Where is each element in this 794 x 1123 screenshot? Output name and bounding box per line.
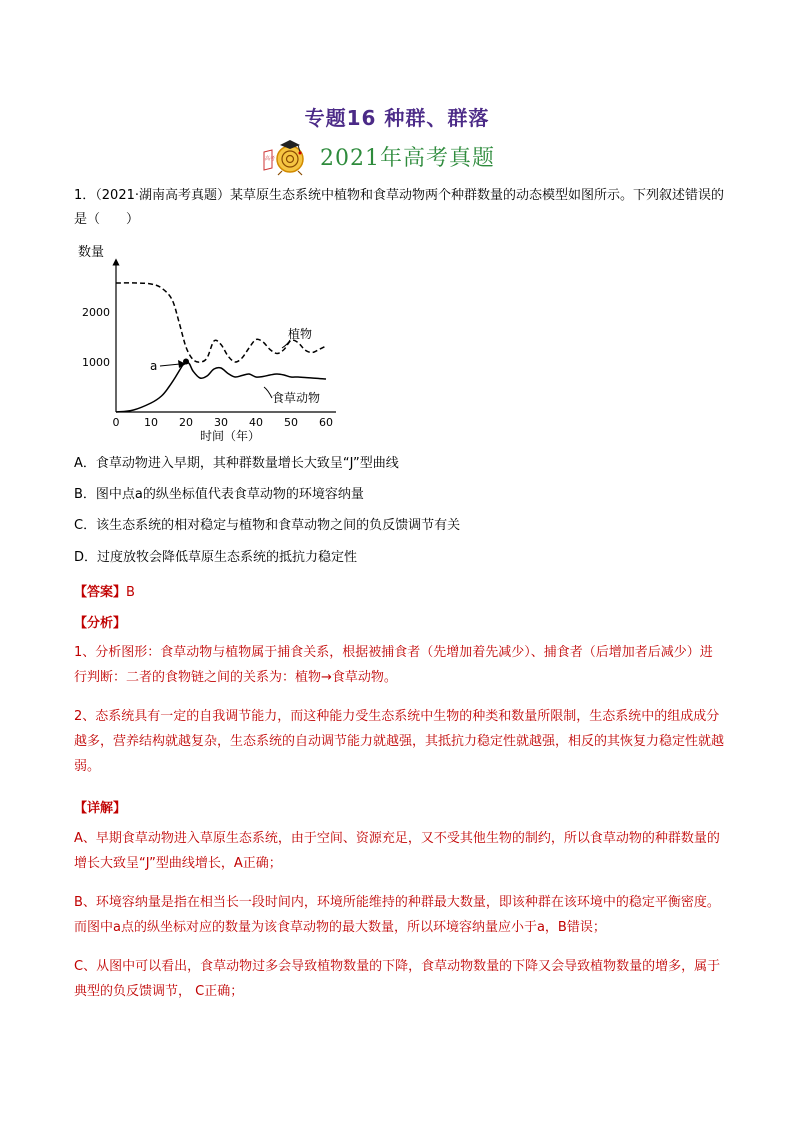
point-a-arrow bbox=[160, 364, 180, 366]
detail-b: B、环境容纳量是指在相当长一段时间内，环境所能维持的种群最大数量，即该种群在该环境中的稳定平衡密度。而图中a点的纵坐标对应的数量为该食草动物的最大数量，所以环境容纳量应小于a，B错误； bbox=[74, 895, 720, 935]
y-tick-label: 2000 bbox=[82, 306, 110, 319]
subtitle: 2021年高考真题 bbox=[320, 146, 495, 171]
point-a-label: a bbox=[150, 359, 158, 373]
option-b: B．图中点a的纵坐标值代表食草动物的环境容纳量 bbox=[74, 487, 364, 502]
x-tick-label: 0 bbox=[112, 416, 120, 429]
y-tick-label: 1000 bbox=[82, 356, 110, 369]
detail-label: 【详解】 bbox=[74, 801, 127, 816]
x-tick-label: 40 bbox=[249, 416, 263, 429]
page-title: 专题16 种群、群落 bbox=[304, 106, 490, 130]
option-c: C．该生态系统的相对稳定与植物和食草动物之间的负反馈调节有关 bbox=[74, 518, 461, 533]
x-tick-label: 50 bbox=[284, 416, 298, 429]
legend-herbivore: 食草动物 bbox=[272, 391, 321, 405]
population-chart bbox=[74, 240, 344, 446]
x-tick-label: 60 bbox=[319, 416, 333, 429]
svg-text:高考: 高考 bbox=[265, 156, 276, 162]
x-tick-label: 20 bbox=[179, 416, 193, 429]
answer-line bbox=[74, 581, 135, 600]
mascot-logo-icon bbox=[262, 138, 312, 176]
detail-c: C、从图中可以看出，食草动物过多会导致植物数量的下降，食草动物数量的下降又会导致植物数量的增多，属于典型的负反馈调节， C正确； bbox=[74, 959, 721, 999]
question-stem: 1．（2021·湖南高考真题）某草原生态系统中植物和食草动物两个种群数量的动态模型如图所示。下列叙述错误的是（ ） bbox=[74, 188, 724, 227]
y-axis-label: 数量 bbox=[78, 245, 105, 260]
answer-label: 【答案】 bbox=[74, 585, 127, 600]
analysis-para-2: 2、态系统具有一定的自我调节能力，而这种能力受生态系统中生物的种类和数量所限制，生态系统中的组成成分越多，营养结构就越复杂，生态系统的自动调节能力就越强，其抵抗力稳定性就越强，相反的其恢复力稳定性就越弱。 bbox=[74, 709, 725, 774]
option-a: A．食草动物进入早期，其种群数量增长大致呈“J”型曲线 bbox=[74, 456, 399, 471]
x-axis-label: 时间（年） bbox=[200, 429, 261, 443]
option-d: D．过度放牧会降低草原生态系统的抵抗力稳定性 bbox=[74, 550, 358, 565]
analysis-para-1: 1、分析图形：食草动物与植物属于捕食关系，根据被捕食者（先增加着先减少）、捕食者（后增加者后减少）进行判断：二者的食物链之间的关系为：植物→食草动物。 bbox=[74, 645, 713, 685]
x-tick-label: 30 bbox=[214, 416, 228, 429]
herbivore-leader-line bbox=[264, 387, 272, 398]
x-tick-label: 10 bbox=[144, 416, 158, 429]
legend-plant: 植物 bbox=[288, 327, 313, 341]
detail-a: A、早期食草动物进入草原生态系统，由于空间、资源充足，又不受其他生物的制约，所以食草动物的种群数量的增长大致呈“J”型曲线增长，A正确； bbox=[74, 831, 720, 871]
series-plant-line bbox=[116, 283, 326, 362]
answer-value: B bbox=[126, 585, 135, 600]
analysis-label: 【分析】 bbox=[74, 616, 127, 631]
subtitle-banner bbox=[0, 138, 794, 178]
